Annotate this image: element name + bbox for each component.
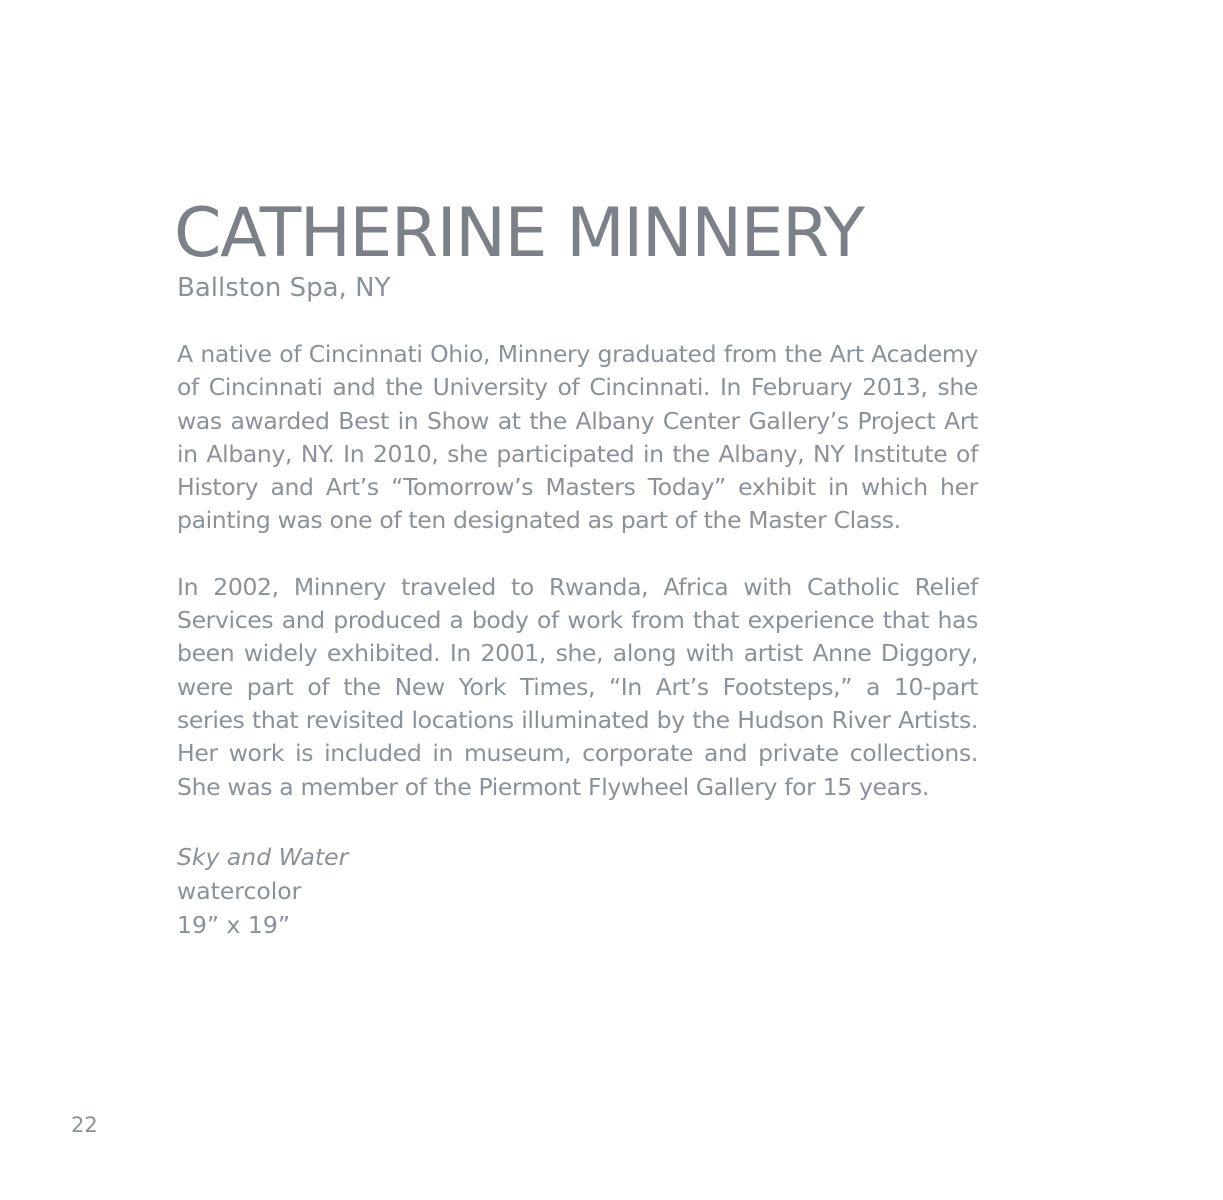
bio-paragraph: A native of Cincinnati Ohio, Minnery graduated from the Art Academy of Cincinnati and the University of Cincinnati. In February 2013, she was awarded Best in Show at the Albany Center Gallery’s Project Art in Albany, NY. In 2010, she participated in the Albany, NY Institute of History and Art’s “Tomorrow’s Masters Today” exhibit in which her painting was one of ten designated as part of the Master Class. xyxy=(177,340,978,535)
page-number: 22 xyxy=(71,1113,98,1137)
bio-paragraph: In 2002, Minnery traveled to Rwanda, Africa with Catholic Relief Services and produced a body of work from that experience that has been widely exhibited. In 2001, she, along with artist Anne Diggory, were part of the New York Times, “In Art’s Footsteps,” a 10-part series that revisited locations illuminated by the Hudson River Artists. Her work is included in museum, corporate and private collections. She was a member of the Piermont Flywheel Gallery for 15 years. xyxy=(177,572,978,801)
artwork-details xyxy=(177,840,978,942)
artist-name: CATHERINE MINNERY xyxy=(174,194,864,273)
artwork-title: Sky and Water xyxy=(177,842,349,871)
artwork-dimensions: 19” x 19” xyxy=(177,910,291,939)
artwork-medium: watercolor xyxy=(177,876,302,905)
artist-entry xyxy=(174,190,978,942)
artist-location: Ballston Spa, NY xyxy=(177,273,391,303)
